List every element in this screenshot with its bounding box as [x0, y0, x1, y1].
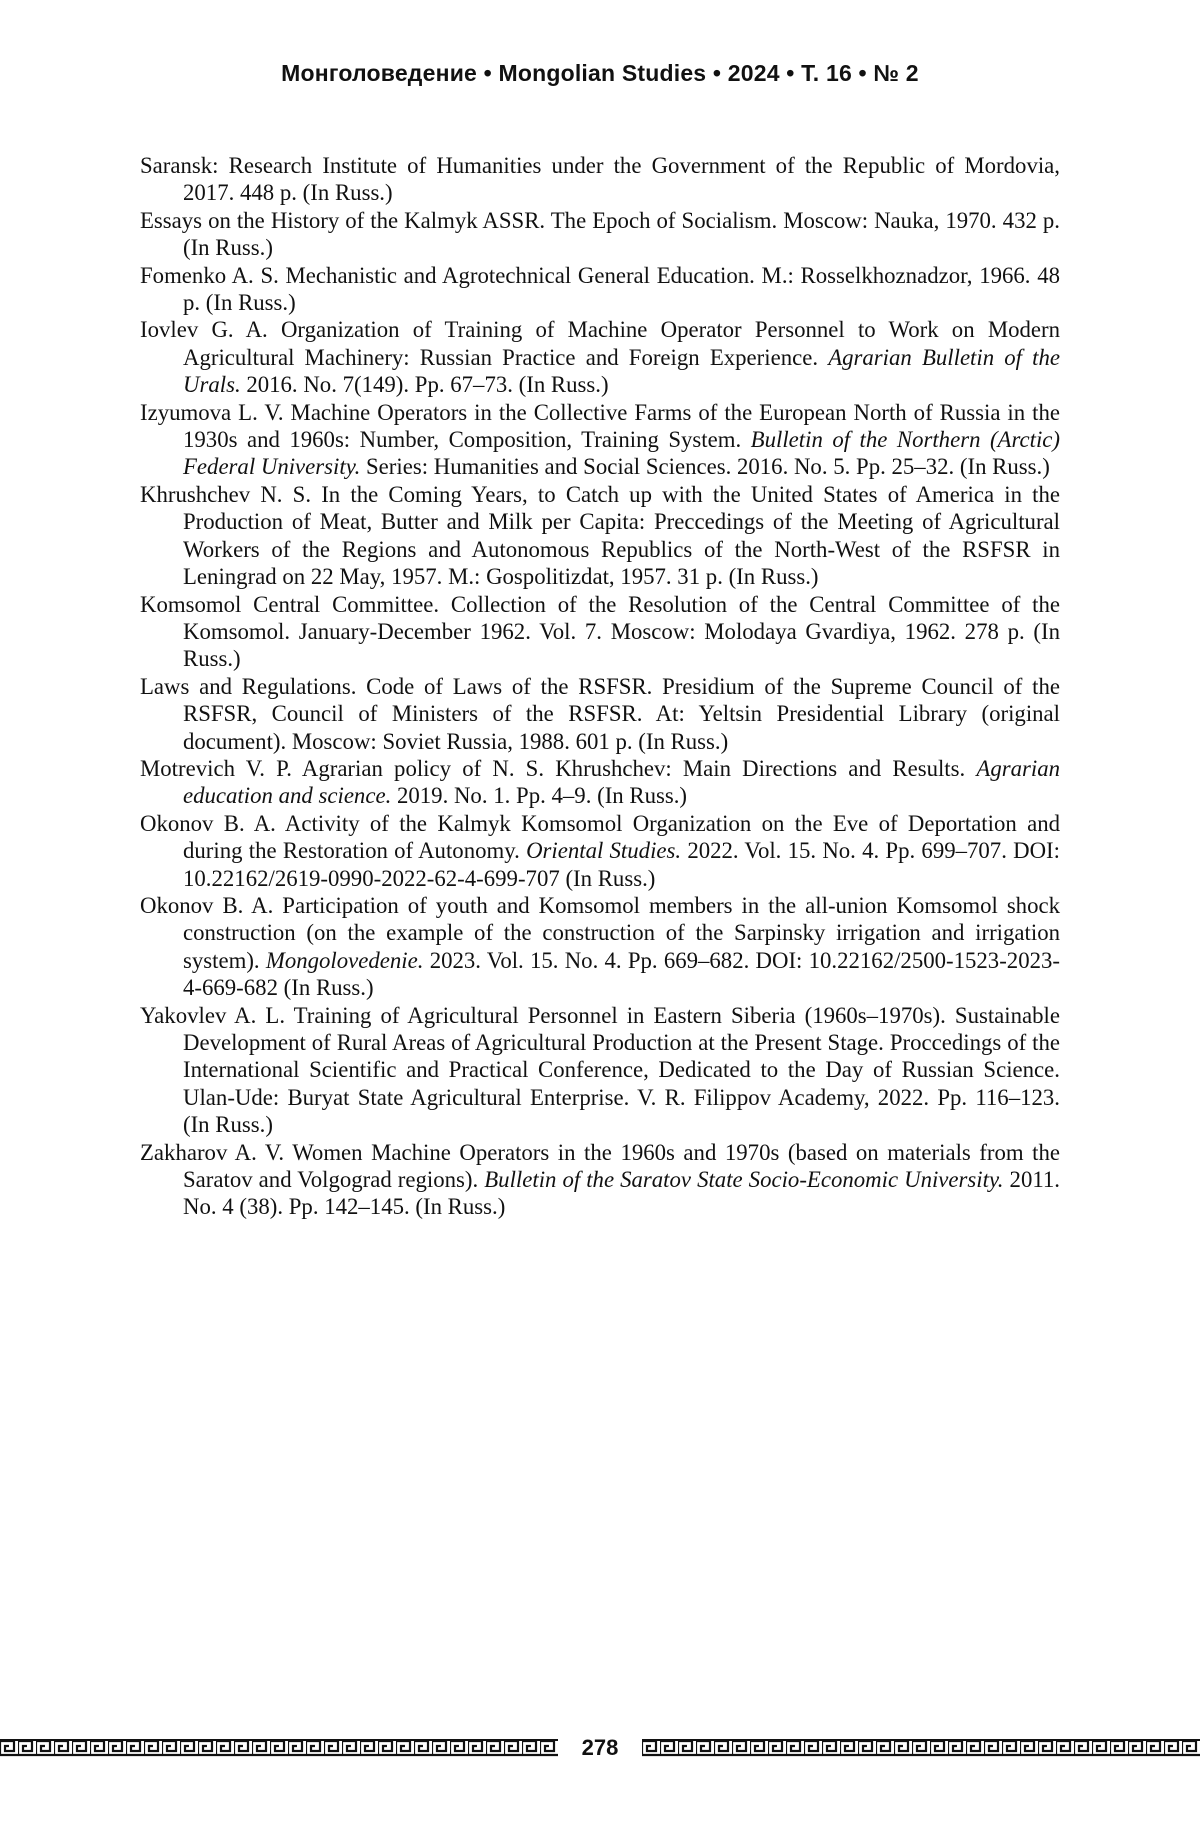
reference-text: Okonov B. A. Activity of the Kalmyk Komsomol Organization on the Eve of Deportation and during the Restoration of Autonomy. [140, 810, 1060, 864]
reference-source-title: Bulletin of the Northern (Arctic) Federal University. [183, 427, 1060, 480]
reference-entry [140, 810, 1060, 892]
running-header: Монголоведение • Mongolian Studies • 2024 • Т. 16 • № 2 [281, 60, 919, 86]
reference-source-title: Oriental Studies. [526, 838, 682, 864]
reference-text: 2016. No. 7(149). Pp. 67–73. (In Russ.) [240, 372, 609, 398]
reference-entry [140, 262, 1060, 317]
reference-entry [140, 1139, 1060, 1221]
reference-entry [140, 481, 1060, 591]
reference-entry [140, 755, 1060, 810]
reference-entry [140, 152, 1060, 207]
page-footer [0, 1733, 1200, 1763]
meander-border-right-ornament [642, 1739, 1200, 1757]
reference-text: 2023. Vol. 15. No. 4. Pp. 669–682. DOI: 10.22162/2500-1523-2023-4-669-682 (In Russ.) [183, 947, 1060, 1001]
reference-entry [140, 673, 1060, 755]
reference-text: Laws and Regulations. Code of Laws of the RSFSR. Presidium of the Supreme Council of the RSFSR, Council of Ministers of the RSFSR. At: Yeltsin Presidential Library (original document). Moscow: Soviet Russia, 1988. 601 p. (In Russ.) [140, 673, 1060, 754]
page-number: 278 [581, 1735, 619, 1760]
meander-border-left-ornament [0, 1739, 558, 1757]
reference-text: Okonov B. A. Participation of youth and Komsomol members in the all-union Komsomol shock construction (on the example of the construction of the Sarpinsky irrigation and irrigation system). [140, 892, 1060, 973]
reference-entry [140, 1002, 1060, 1139]
reference-text: Saransk: Research Institute of Humanities under the Government of the Republic of Mordovia, 2017. 448 p. (In Russ.) [140, 153, 1060, 206]
reference-source-title: Mongolovedenie. [265, 947, 424, 973]
reference-source-title: Bulletin of the Saratov State Socio-Economic University. [484, 1167, 1004, 1193]
reference-text: Zakharov A. V. Women Machine Operators in the 1960s and 1970s (based on materials from the Saratov and Volgograd regions). [140, 1139, 1060, 1193]
reference-text: Essays on the History of the Kalmyk ASSR. The Epoch of Socialism. Moscow: Nauka, 1970. 432 p. (In Russ.) [140, 207, 1060, 261]
reference-entry [140, 399, 1060, 481]
reference-text: 2019. No. 1. Pp. 4–9. (In Russ.) [391, 783, 688, 809]
reference-source-title: Agrarian Bulletin of the Urals. [183, 344, 1061, 398]
reference-text: 2022. Vol. 15. No. 4. Pp. 699–707. DOI: 10.22162/2619-0990-2022-62-4-699-707 (In Russ.) [183, 838, 1060, 891]
reference-text: Motrevich V. P. Agrarian policy of N. S. Khrushchev: Main Directions and Results. [140, 755, 977, 781]
reference-entry [140, 207, 1060, 262]
reference-text: Fomenko A. S. Mechanistic and Agrotechnical General Education. M.: Rosselkhoznadzor, 1966. 48 p. (In Russ.) [140, 262, 1060, 316]
reference-source-title: Agrarian education and science. [183, 755, 1060, 809]
reference-text: Series: Humanities and Social Sciences. 2016. No. 5. Pp. 25–32. (In Russ.) [360, 454, 1050, 480]
reference-list [140, 152, 1060, 1221]
reference-entry [140, 316, 1060, 398]
reference-text: Khrushchev N. S. In the Coming Years, to Catch up with the United States of America in the Production of Meat, Butter and Milk per Capita: Preccedings of the Meeting of Agricultural Workers of the Regions and Autonomous Republics of the North-West of the RSFSR in Leningrad on 22 May, 1957. M.: Gospolitizdat, 1957. 31 p. (In Russ.) [140, 481, 1060, 590]
reference-text: 2011. No. 4 (38). Pp. 142–145. (In Russ.) [183, 1167, 1060, 1220]
reference-text: Yakovlev A. L. Training of Agricultural Personnel in Eastern Siberia (1960s–1970s). Sustainable Development of Rural Areas of Agricultural Production at the Present Stage. Proccedings of the International Scientific and Practical Conference, Dedicated to the Day of Russian Science. Ulan-Ude: Buryat State Agricultural Enterprise. V. R. Filippov Academy, 2022. Pp. 116–123. (In Russ.) [140, 1002, 1060, 1138]
reference-text: Komsomol Central Committee. Collection of the Resolution of the Central Committee of the Komsomol. January-December 1962. Vol. 7. Moscow: Molodaya Gvardiya, 1962. 278 p. (In Russ.) [140, 591, 1060, 672]
reference-text: Izyumova L. V. Machine Operators in the Collective Farms of the European North of Russia in the 1930s and 1960s: Number, Composition, Training System. [140, 399, 1060, 453]
reference-entry [140, 892, 1060, 1002]
reference-entry [140, 591, 1060, 673]
reference-text: Iovlev G. A. Organization of Training of Machine Operator Personnel to Work on Modern Agricultural Machinery: Russian Practice and Foreign Experience. [140, 317, 1060, 370]
